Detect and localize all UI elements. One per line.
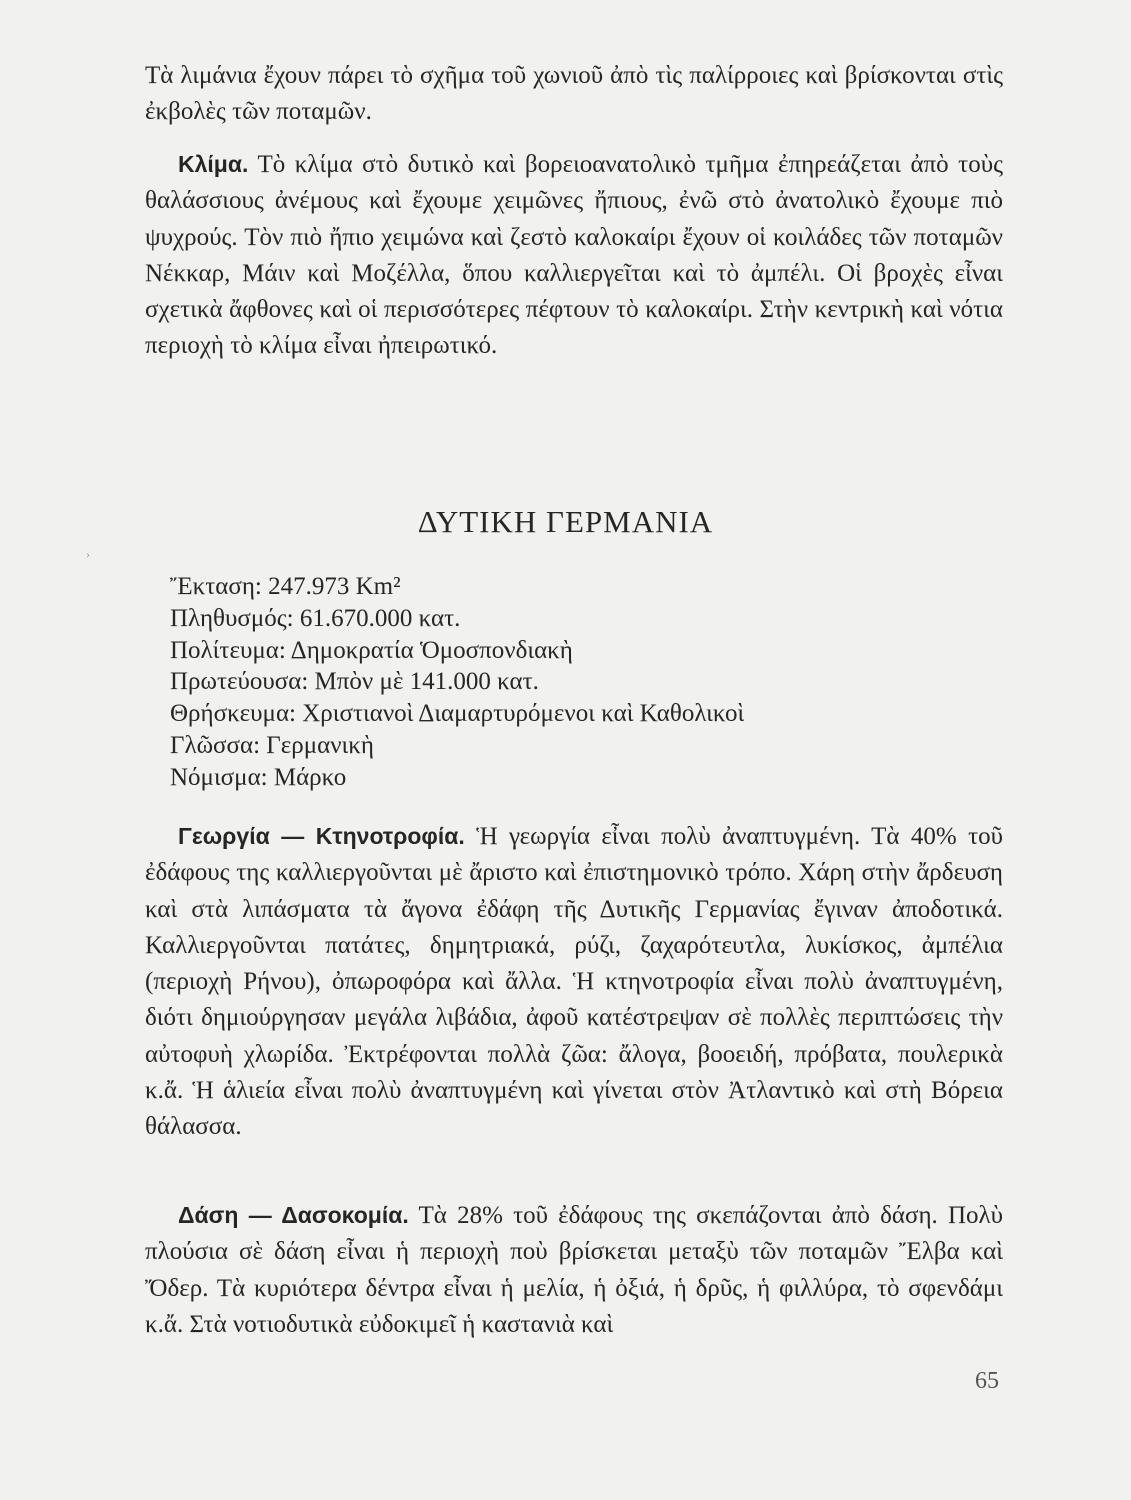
fact-population: Πληθυσμός: 61.670.000 κατ. [170, 604, 461, 632]
paragraph-climate [145, 146, 1003, 365]
fact-religion: Θρήσκευμα: Χριστιανοὶ Διαμαρτυρόμενοι καὶ Καθολικοὶ [170, 700, 745, 728]
fact-language: Γλῶσσα: Γερμανικὴ [170, 731, 374, 759]
scan-mark: › [86, 547, 90, 561]
agriculture-body: Ἡ γεωργία εἶναι πολὺ ἀναπτυγμένη. Τὰ 40% τοῦ ἐδάφους της καλλιεργοῦνται μὲ ἄριστο καὶ ἐπιστημονικὸ τρόπο. Χάρη στὴν ἄρδευση καὶ στὰ λιπάσματα τὰ ἄγονα ἐδάφη τῆς Δυτικῆς Γερμανίας ἔγιναν ἀποδοτικά. Καλλιεργοῦνται πατάτες, δημητριακά, ρύζι, ζαχαρότευτλα, λυκίσκος, ἀμπέλια (περιοχὴ Ρήνου), ὀπωροφόρα καὶ ἄλλα. Ἡ κτηνοτροφία εἶναι πολὺ ἀναπτυγμένη, διότι δημιούργησαν μεγάλα λιβάδια, ἀφοῦ κατέστρεψαν σὲ πολλὲς περιπτώσεις τὴν αὐτοφυὴ χλωρίδα. Ἐκτρέφονται πολλὰ ζῶα: ἄλογα, βοοειδή, πρόβατα, πουλερικὰ κ.ἄ. Ἡ ἁλιεία εἶναι πολὺ ἀναπτυγμένη καὶ γίνεται στὸν Ἀτλαντικὸ καὶ στὴ Βόρεια θάλασσα. [145, 823, 1004, 1141]
fact-capital: Πρωτεύουσα: Μπὸν μὲ 141.000 κατ. [170, 668, 539, 696]
country-facts-list [170, 571, 744, 794]
fact-government: Πολίτευμα: Δημοκρατία Ὁμοσπονδιακὴ [170, 636, 573, 664]
fact-currency: Νόμισμα: Μάρκο [170, 763, 347, 791]
fact-area: Ἔκταση: 247.973 Km² [170, 573, 401, 600]
forests-heading: Δάση — Δασοκομία. [178, 1202, 409, 1228]
agriculture-heading: Γεωργία — Κτηνοτροφία. [178, 823, 465, 849]
climate-body: Τὸ κλίμα στὸ δυτικὸ καὶ βορειοανατολικὸ τμῆμα ἐπηρεάζεται ἀπὸ τοὺς θαλάσσιους ἀνέμους καὶ ἔχουμε χειμῶνες ἤπιους, ἐνῶ στὸ ἀνατολικὸ ἔχουμε πιὸ ψυχρούς. Τὸν πιὸ ἤπιο χειμώνα καὶ ζεστὸ καλοκαίρι ἔχουν οἱ κοιλάδες τῶν ποταμῶν Νέκκαρ, Μάιν καὶ Μοζέλλα, ὅπου καλλιεργεῖται καὶ τὸ ἀμπέλι. Οἱ βροχὲς εἶναι σχετικὰ ἄφθονες καὶ οἱ περισσότερες πέφτουν τὸ καλοκαίρι. Στὴν κεντρικὴ καὶ νότια περιοχὴ τὸ κλίμα εἶναι ἠπειρωτικό. [145, 151, 1003, 360]
section-title: ΔΥΤΙΚΗ ΓΕΡΜΑΝΙΑ [417, 504, 714, 539]
climate-heading: Κλίμα. [178, 151, 249, 177]
forests-body: Τὰ 28% τοῦ ἐδάφους της σκεπάζονται ἀπὸ δάση. Πολὺ πλούσια σὲ δάση εἶναι ἡ περιοχὴ ποὺ βρίσκεται μεταξὺ τῶν ποταμῶν Ἔλβα καὶ Ὄδερ. Τὰ κυριότερα δέντρα εἶναι ἡ μελία, ἡ ὀξιά, ἡ δρῦς, ἡ φιλλύρα, τὸ σφενδάμι κ.ἄ. Στὰ νοτιοδυτικὰ εὐδοκιμεῖ ἡ καστανιὰ καὶ [145, 1202, 1003, 1338]
page-number: 65 [975, 1368, 999, 1394]
paragraph-forests [145, 1197, 1003, 1343]
paragraph-agriculture [145, 818, 1003, 1146]
paragraph-harbors: Τὰ λιμάνια ἔχουν πάρει τὸ σχῆμα τοῦ χωνιοῦ ἀπὸ τὶς παλίρροιες καὶ βρίσκονται στὶς ἐκβολὲς τῶν ποταμῶν. [145, 62, 1003, 126]
